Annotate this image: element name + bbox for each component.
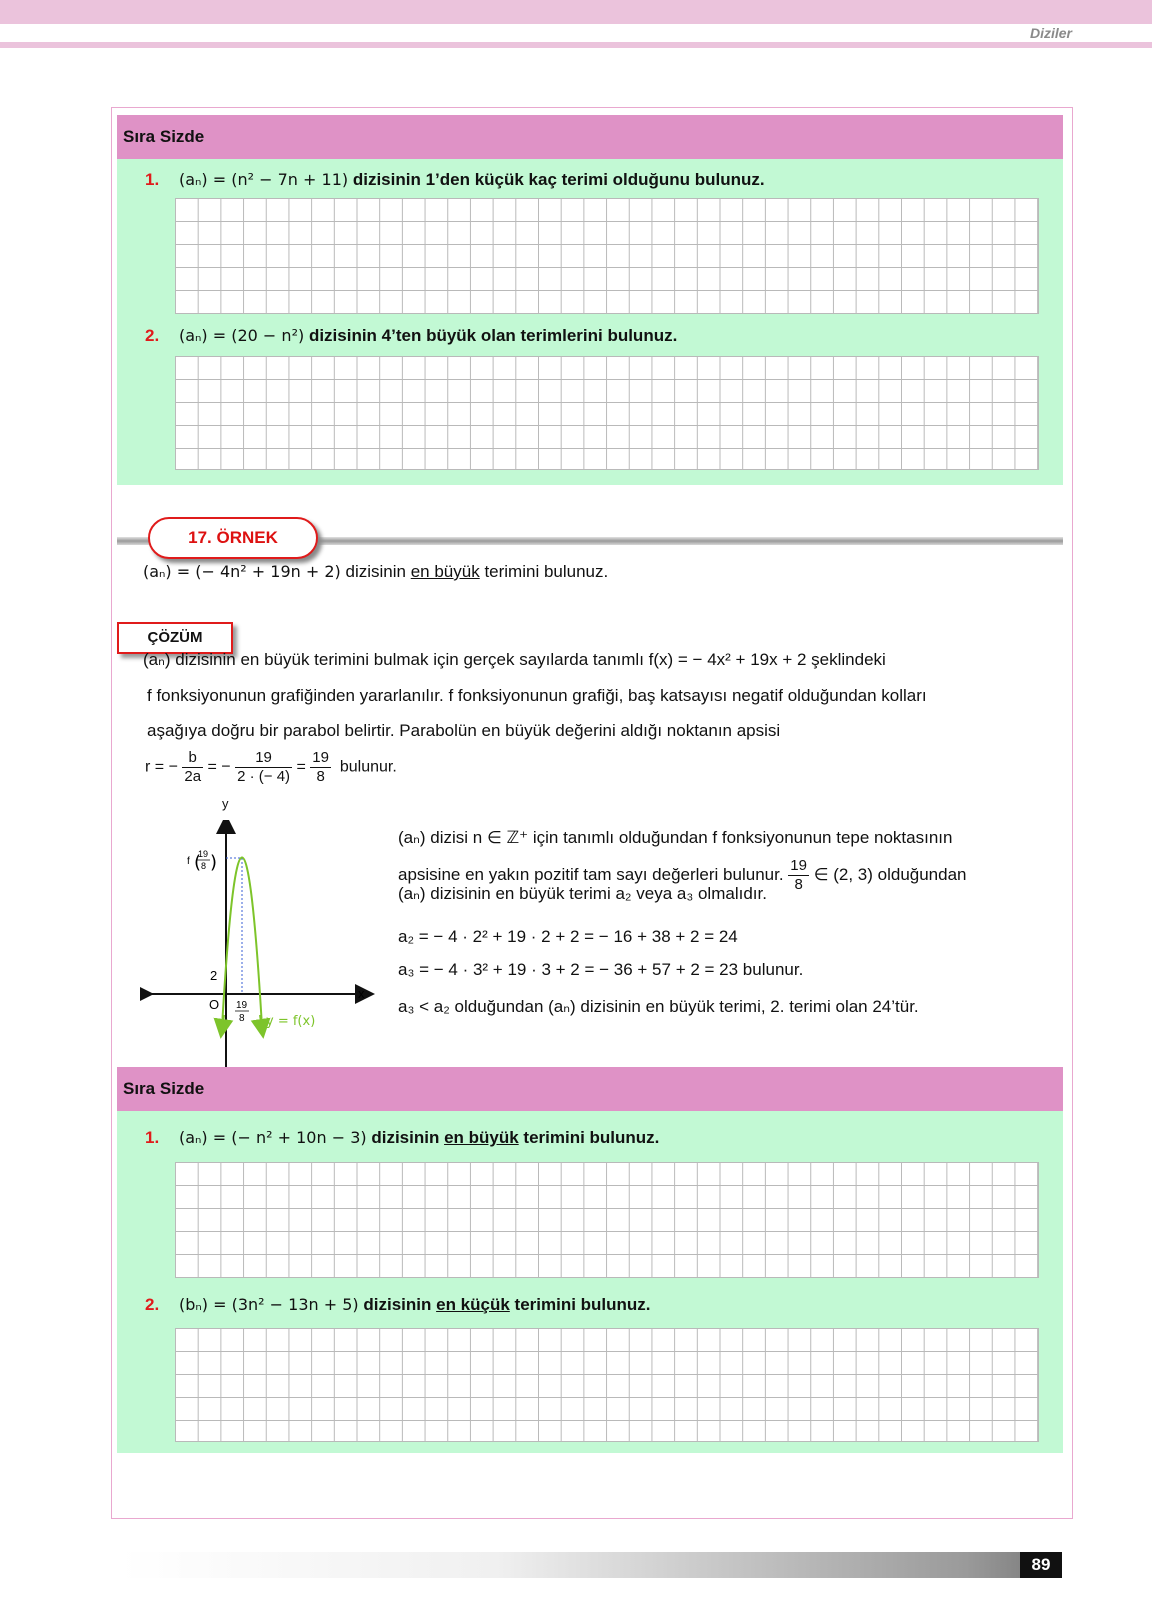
sira-sizde-title: Sıra Sizde [117,1067,1063,1111]
fraction [788,857,809,894]
solution-line-2: f fonksiyonunun grafiğinden yararlanılır. f fonksiyonunun grafiği, baş katsayısı negatif olduğundan kolları [147,686,927,705]
question-2 [145,1295,651,1315]
sequence-formula: (bₙ) = (3n² − 13n + 5) [179,1295,359,1314]
calculation-a2: a₂ = − 4 · 2² + 19 · 2 + 2 = − 16 + 38 + 2 = 24 [398,927,738,946]
x-tick-denominator: 8 [239,1013,245,1024]
footer-bar [120,1552,1060,1578]
sira-sizde-title: Sıra Sizde [117,115,1063,159]
header-bar [0,0,1152,24]
fmax-denominator: 8 [201,861,207,871]
numerator: 19 [312,749,329,766]
numerator: b [182,749,203,768]
fmax-numerator: 19 [198,849,209,859]
answer-grid[interactable] [175,1328,1039,1442]
fraction [235,749,292,786]
question-number: 1. [145,170,160,189]
explanation-line-3: (aₙ) dizisinin en büyük terimi a₂ veya a₃ olmalıdır. [398,884,767,903]
explanation-line-1: (aₙ) dizisi n ∈ ℤ⁺ için tanımlı olduğundan f fonksiyonunun tepe noktasının [398,828,953,847]
question-text: terimini bulunuz. [518,1128,660,1147]
page-number: 89 [1020,1552,1062,1578]
denominator: 2a [184,768,202,785]
example-label: 17. ÖRNEK [148,517,318,559]
parabola-graph [140,820,380,1095]
question-1 [145,1128,659,1148]
formula-text: = [296,758,306,776]
fraction [182,749,203,786]
question-number: 1. [145,1128,160,1147]
statement-text: terimini bulunuz. [479,562,609,581]
solution-label: ÇÖZÜM [117,622,233,654]
conclusion: a₃ < a₂ olduğundan (aₙ) dizisinin en büyük terimi, 2. terimi olan 24’tür. [398,997,919,1016]
graph-y-label: y [222,796,229,811]
header-line [0,42,1152,48]
answer-grid[interactable] [175,1162,1039,1278]
numerator: 19 [790,857,807,874]
formula-text: bulunur. [339,758,397,776]
explanation-text: apsisine en yakın pozitif tam sayı değerleri bulunur. [398,864,784,884]
vertex-formula [145,749,397,786]
numerator: 19 [235,749,292,768]
sequence-formula: (aₙ) = (− 4n² + 19n + 2) [143,562,341,581]
sequence-formula: (aₙ) = (n² − 7n + 11) [179,170,349,189]
origin-label: O [209,997,220,1012]
x-axis-label: x [358,986,365,1001]
sequence-formula: (aₙ) = (− n² + 10n − 3) [179,1128,367,1147]
svg-text:(: ( [194,852,202,873]
answer-grid[interactable] [175,198,1039,314]
solution-line-1: (aₙ) dizisinin en büyük terimini bulmak için gerçek sayılarda tanımlı f(x) = − 4x² + 19x + 2 şeklindeki [143,650,886,669]
svg-text:): ) [210,852,218,873]
formula-text: r = − [145,758,178,776]
underlined-phrase: en büyük [410,562,480,581]
question-1 [145,170,765,190]
y-intercept-label: 2 [210,968,218,983]
solution-line-3: aşağıya doğru bir parabol belirtir. Parabolün en büyük değerini aldığı noktanın apsisi [147,721,781,740]
denominator: 8 [794,876,803,893]
question-text: terimini bulunuz. [509,1295,651,1314]
x-tick-numerator: 19 [236,1000,248,1011]
fraction [310,749,331,786]
sequence-formula: (aₙ) = (20 − n²) [179,326,305,345]
answer-grid[interactable] [175,356,1039,470]
explanation-text: ∈ (2, 3) olduğundan [813,864,967,884]
question-text: dizisinin [358,1295,437,1314]
section-title: Diziler [1029,25,1072,41]
statement-text: dizisinin [340,562,411,581]
formula-text: = − [207,758,231,776]
question-number: 2. [145,1295,160,1314]
question-text: dizisinin 4’ten büyük olan terimlerini bulunuz. [304,326,678,345]
curve-label: y = f(x) [266,1014,316,1029]
calculation-a3: a₃ = − 4 · 3² + 19 · 3 + 2 = − 36 + 57 + 2 = 23 bulunur. [398,960,804,979]
underlined-phrase: en küçük [436,1295,510,1314]
question-text: dizisinin 1’den küçük kaç terimi olduğunu bulunuz. [348,170,765,189]
question-number: 2. [145,326,160,345]
denominator: 8 [316,768,325,785]
example-statement [143,562,608,582]
question-2 [145,326,677,346]
question-text: dizisinin [366,1128,445,1147]
underlined-phrase: en büyük [444,1128,519,1147]
fmax-label: f [187,856,190,867]
denominator: 2 · (− 4) [237,768,291,785]
